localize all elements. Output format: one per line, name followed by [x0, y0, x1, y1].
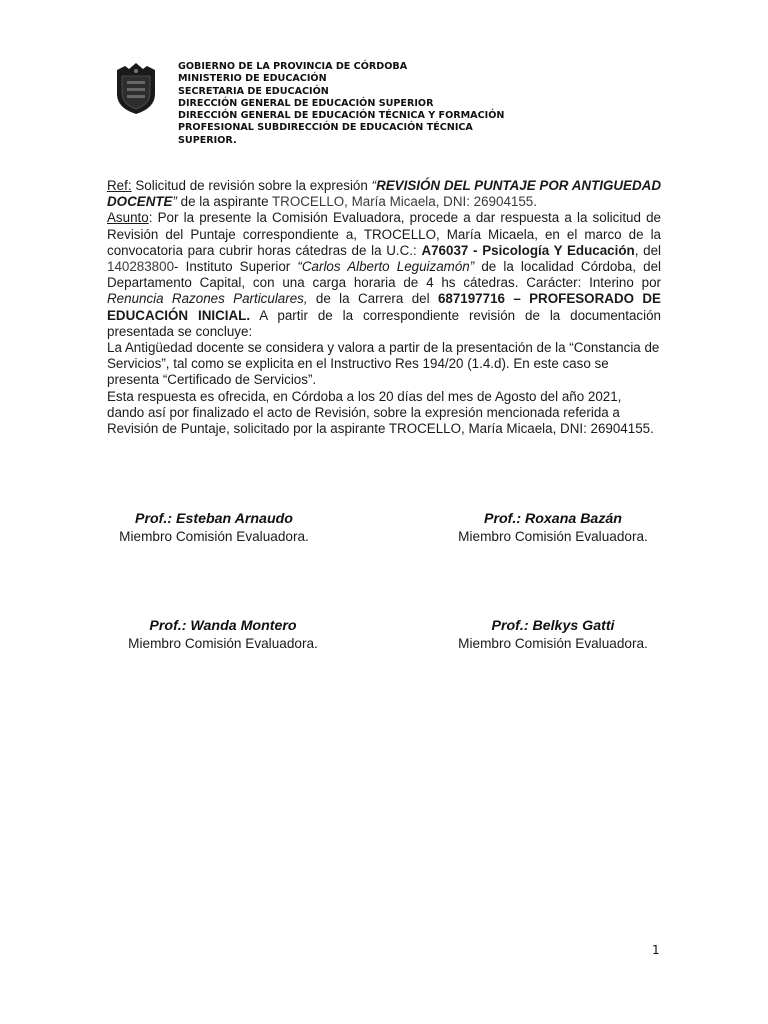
signer-name: Prof.: Roxana Bazán	[484, 511, 622, 527]
header-line: DIRECCIÓN GENERAL DE EDUCACIÓN SUPERIOR	[178, 97, 434, 109]
asunto-text: : Por la presente la Comisión Evaluadora, procede a dar respuesta a la solicitud de Revisión del Puntaje correspondiente a, TROCELLO, María Micaela, en el marco de la convocatoria para cubrir horas cátedras de la U.C.:	[107, 210, 661, 258]
header-line: MINISTERIO DE EDUCACIÓN	[178, 73, 327, 85]
institution-header	[178, 61, 518, 147]
ref-quote-close: ”	[172, 194, 177, 210]
signature-block	[423, 617, 683, 653]
reason: Renuncia Razones Particulares,	[107, 291, 308, 307]
province-crest-logo	[113, 60, 159, 116]
header-line: SECRETARIA DE EDUCACIÓN	[178, 85, 329, 97]
institute-code: 140283800	[107, 259, 175, 275]
signature-block	[84, 510, 344, 546]
header-line: SUPERIOR.	[178, 134, 237, 146]
antiguedad-paragraph: La Antigüedad docente se considera y valora a partir de la presentación de la “Constancia de Servicios”, tal como se explicita en el Instructivo Res 194/20 (1.4.d). En este caso se presenta “Certificado de Servicios”.	[107, 340, 660, 388]
institute-name: “Carlos Alberto Leguizamón”	[297, 259, 475, 275]
asunto-text-2: , del	[634, 242, 662, 258]
document-body	[107, 178, 661, 437]
closing-paragraph: Esta respuesta es ofrecida, en Córdoba a los 20 días del mes de Agosto del año 2021, dando así por finalizado el acto de Revisión, sobre la expresión mencionada referida a Revisión de Puntaje, solicitado por la aspirante TROCELLO, María Micaela, DNI: 26904155.	[107, 388, 654, 437]
asunto-label: Asunto	[107, 210, 149, 226]
signer-name: Prof.: Esteban Arnaudo	[135, 511, 293, 527]
career-name: 687197716 – PROFESORADO DE EDUCACIÓN INICIAL.	[107, 291, 661, 323]
signer-name: Prof.: Belkys Gatti	[491, 618, 615, 634]
asunto-text-3: - Instituto Superior	[174, 259, 298, 275]
signer-role: Miembro Comisión Evaluadora.	[458, 636, 648, 651]
ref-title: REVISIÓN DEL PUNTAJE POR ANTIGUEDAD DOCENTE	[107, 178, 661, 210]
signer-role: Miembro Comisión Evaluadora.	[128, 636, 318, 651]
signer-role: Miembro Comisión Evaluadora.	[119, 529, 309, 544]
uc-name: A76037 - Psicología Y Educación	[421, 242, 635, 258]
ref-applicant: TROCELLO, María Micaela, DNI: 26904155.	[272, 194, 537, 210]
ref-label: Ref:	[107, 178, 132, 193]
signature-block	[423, 510, 683, 546]
header-line: GOBIERNO DE LA PROVINCIA DE CÓRDOBA	[178, 61, 408, 72]
page-number: 1	[652, 943, 660, 957]
asunto-text-5: de la Carrera del	[307, 291, 438, 307]
header-line: PROFESIONAL SUBDIRECCIÓN DE EDUCACIÓN TÉCNICA	[178, 122, 473, 134]
asunto-text-6: A partir de la correspondiente revisión de la documentación presentada se concluye:	[107, 307, 661, 339]
signer-role: Miembro Comisión Evaluadora.	[458, 529, 648, 544]
ref-text-2: de la aspirante	[176, 194, 272, 210]
ref-quote-open: “	[371, 178, 377, 193]
ref-text: Solicitud de revisión sobre la expresión	[131, 178, 372, 193]
asunto-paragraph	[107, 210, 661, 340]
header-line: DIRECCIÓN GENERAL DE EDUCACIÓN TÉCNICA Y FORMACIÓN	[178, 110, 505, 122]
ref-paragraph	[107, 178, 661, 210]
signature-block	[93, 617, 353, 653]
asunto-text-4: de la localidad Córdoba, del Departamento Capital, con una carga horaria de 4 hs cátedras. Carácter: Interino por	[107, 259, 661, 291]
signer-name: Prof.: Wanda Montero	[149, 618, 297, 634]
